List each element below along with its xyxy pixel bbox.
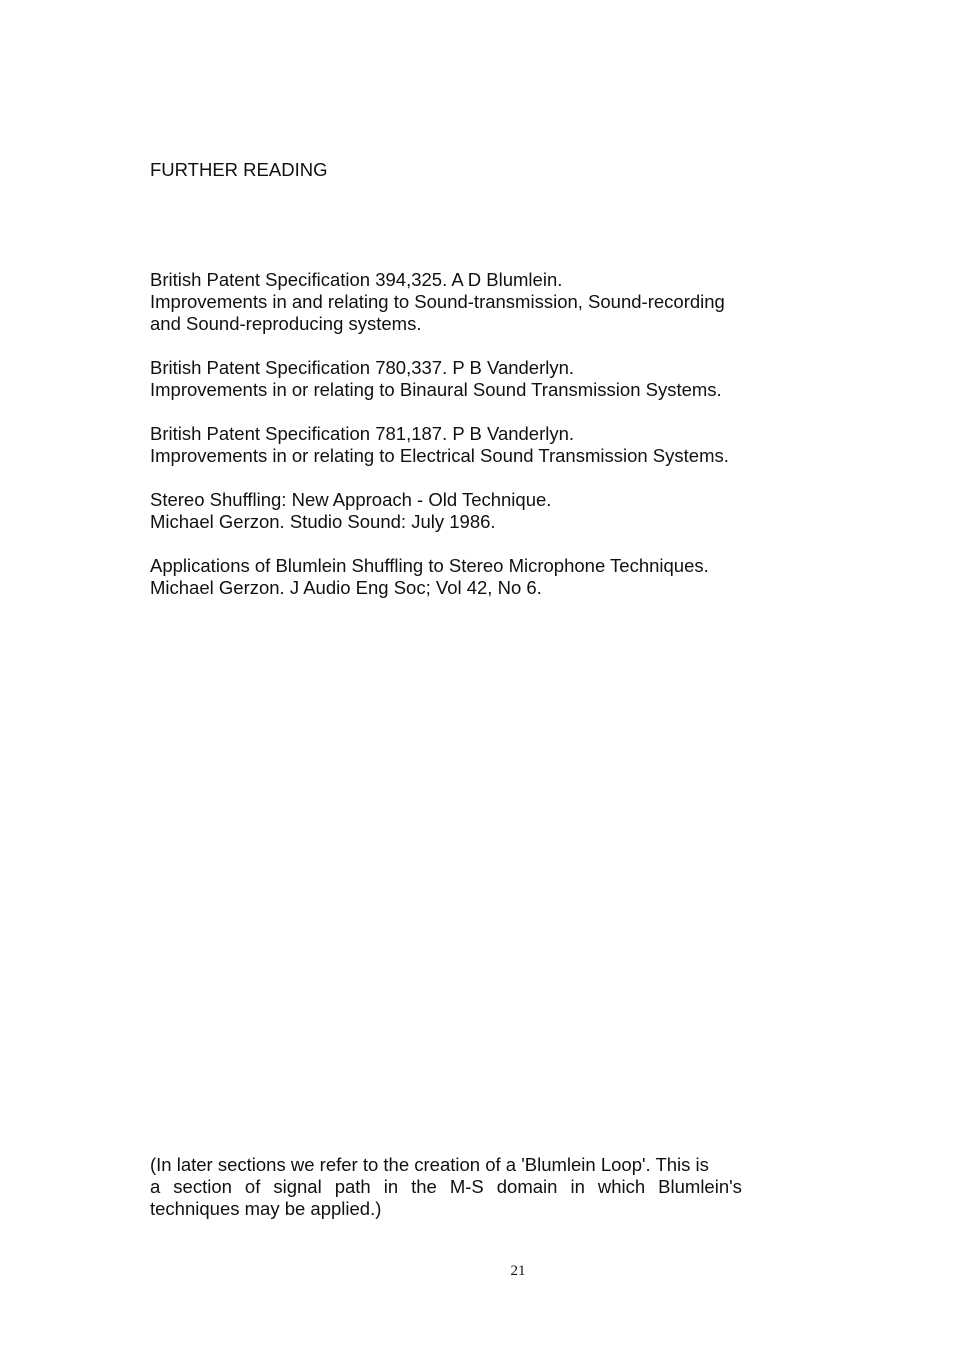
note-word: of [244,1176,261,1197]
note-word: signal [273,1176,322,1197]
section-heading: FURTHER READING [150,159,328,180]
reference-title: Improvements in or relating to Electrical Sound Transmission Systems. [150,445,729,466]
blumlein-loop-note [150,1154,742,1220]
reference-item [150,269,790,335]
reference-title: Improvements in or relating to Binaural Sound Transmission Systems. [150,379,722,400]
reference-title: Stereo Shuffling: New Approach - Old Technique. [150,489,552,510]
note-word: Blumlein's [658,1176,742,1197]
reference-list [150,269,790,621]
note-line-justified [150,1176,742,1198]
note-word: domain [496,1176,558,1197]
reference-item [150,423,790,467]
note-word: path [334,1176,371,1197]
reference-item [150,357,790,401]
reference-title: Applications of Blumlein Shuffling to Stereo Microphone Techniques. [150,555,709,576]
note-line: (In later sections we refer to the creation of a 'Blumlein Loop'. This is [150,1154,709,1175]
note-word: in [570,1176,585,1197]
reference-title: Improvements in and relating to Sound-transmission, Sound-recording [150,291,725,312]
reference-title-continued: and Sound-reproducing systems. [150,313,422,334]
reference-citation: British Patent Specification 780,337. P B Vanderlyn. [150,357,575,378]
page-number: 21 [510,1263,526,1279]
note-word: a [150,1176,161,1197]
reference-item [150,555,790,599]
note-word: section [173,1176,232,1197]
note-word: which [597,1176,646,1197]
reference-citation: British Patent Specification 394,325. A D Blumlein. [150,269,563,290]
note-line: techniques may be applied.) [150,1198,382,1219]
reference-item [150,489,790,533]
reference-citation: British Patent Specification 781,187. P B Vanderlyn. [150,423,575,444]
note-word: the [411,1176,437,1197]
reference-source: Michael Gerzon. J Audio Eng Soc; Vol 42, No 6. [150,577,542,598]
note-word: M-S [449,1176,484,1197]
note-word: in [383,1176,399,1197]
reference-source: Michael Gerzon. Studio Sound: July 1986. [150,511,496,532]
